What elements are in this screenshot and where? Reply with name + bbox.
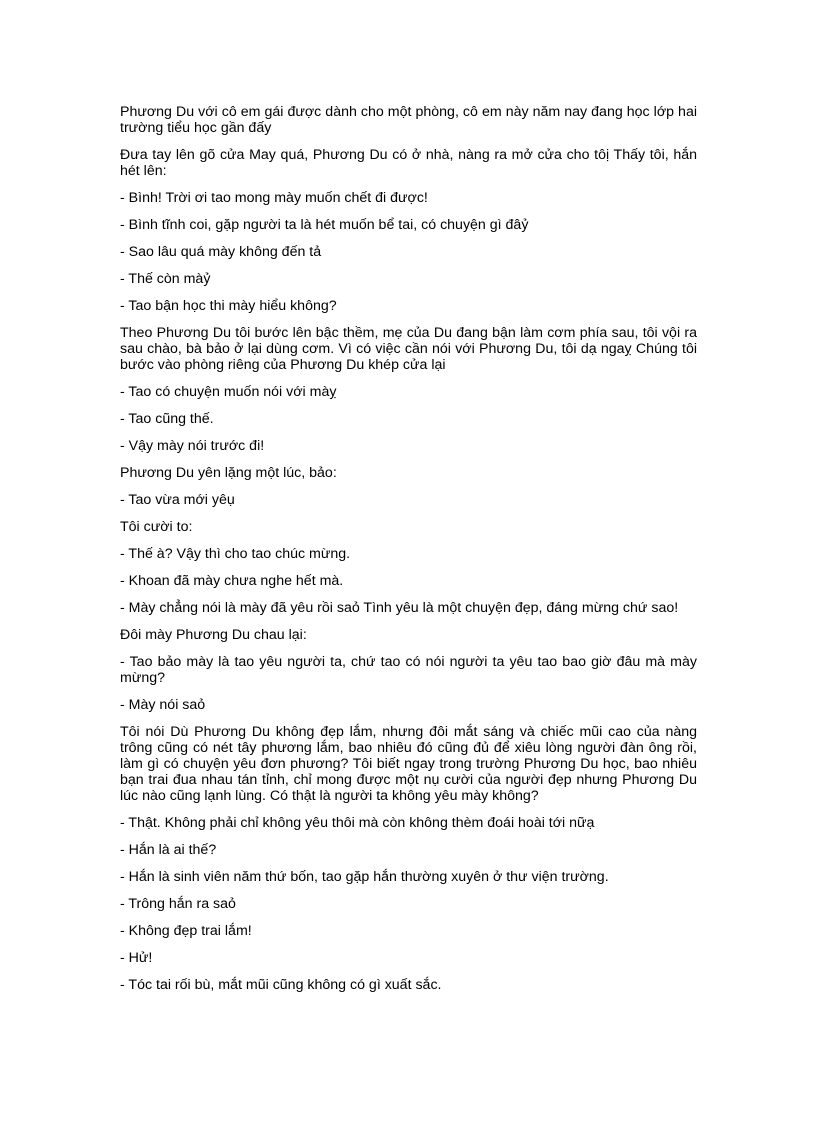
paragraph: - Bình! Trời ơi tao mong mày muốn chết đi được! bbox=[120, 190, 428, 206]
paragraph: - Tóc tai rối bù, mắt mũi cũng không có gì xuất sắc. bbox=[120, 977, 442, 993]
paragraph: - Tao bảo mày là tao yêu người ta, chứ tao có nói người ta yêu tao bao giờ đâu mà mày mừng? bbox=[120, 654, 697, 686]
paragraph: - Bình tĩnh coi, gặp người ta là hét muốn bể tai, có chuyện gì đâỷ bbox=[120, 217, 529, 233]
paragraph: Tôi nói Dù Phương Du không đẹp lắm, nhưng đôi mắt sáng và chiếc mũi cao của nàng trông cũng có nét tây phương lắm, bao nhiêu đó cũng đủ để xiêu lòng người đàn ông rồi, làm gì có chuyện yêu đơn phương? Tôi biết ngay trong trường Phương Du học, bao nhiêu bạn trai đua nhau tán tỉnh, chỉ mong được một nụ cười của người đẹp nhưng Phương Du lúc nào cũng lạnh lùng. Có thật là người ta không yêu mày không? bbox=[120, 724, 697, 804]
paragraph: Đưa tay lên gõ cửa May quá, Phương Du có ở nhà, nàng ra mở cửa cho tôị Thấy tôi, hắn hét lên: bbox=[120, 147, 697, 179]
paragraph: Phương Du với cô em gái được dành cho một phòng, cô em này năm nay đang học lớp hai trường tiểu học gần đấy bbox=[120, 104, 697, 136]
paragraph: - Khoan đã mày chưa nghe hết mà. bbox=[120, 573, 344, 589]
document-body bbox=[120, 104, 697, 1004]
paragraph: - Hử! bbox=[120, 950, 153, 966]
paragraph: Phương Du yên lặng một lúc, bảo: bbox=[120, 465, 337, 481]
paragraph: - Hắn là sinh viên năm thứ bốn, tao gặp hắn thường xuyên ở thư viện trường. bbox=[120, 869, 609, 885]
paragraph: - Mày nói saỏ bbox=[120, 697, 206, 713]
paragraph: Tôi cười to: bbox=[120, 519, 193, 535]
paragraph: - Vậy mày nói trước đi! bbox=[120, 438, 265, 454]
paragraph: - Tao vừa mới yêụ bbox=[120, 492, 235, 508]
paragraph: - Hắn là ai thế? bbox=[120, 842, 217, 858]
paragraph: - Sao lâu quá mày không đến tả bbox=[120, 244, 322, 260]
paragraph: - Thế à? Vậy thì cho tao chúc mừng. bbox=[120, 546, 351, 562]
paragraph: - Trông hắn ra saỏ bbox=[120, 896, 236, 912]
paragraph: Theo Phương Du tôi bước lên bậc thềm, mẹ của Du đang bận làm cơm phía sau, tôi vội ra sau chào, bà bảo ở lại dùng cơm. Vì có việc cần nói với Phương Du, tôi dạ ngaỵ Chúng tôi bước vào phòng riêng của Phương Du khép cửa lại bbox=[120, 325, 697, 373]
paragraph: - Mày chẳng nói là mày đã yêu rồi saỏ Tình yêu là một chuyện đẹp, đáng mừng chứ sao! bbox=[120, 600, 679, 616]
paragraph: Đôi mày Phương Du chau lại: bbox=[120, 627, 307, 643]
paragraph: - Tao cũng thế. bbox=[120, 411, 214, 427]
paragraph: - Thế còn màỷ bbox=[120, 271, 211, 287]
paragraph: - Không đẹp trai lắm! bbox=[120, 923, 252, 939]
paragraph: - Tao bận học thi mày hiểu không? bbox=[120, 298, 337, 314]
paragraph: - Thật. Không phải chỉ không yêu thôi mà còn không thèm đoái hoài tới nữạ bbox=[120, 815, 595, 831]
paragraph: - Tao có chuyện muốn nói với màỵ bbox=[120, 384, 337, 400]
